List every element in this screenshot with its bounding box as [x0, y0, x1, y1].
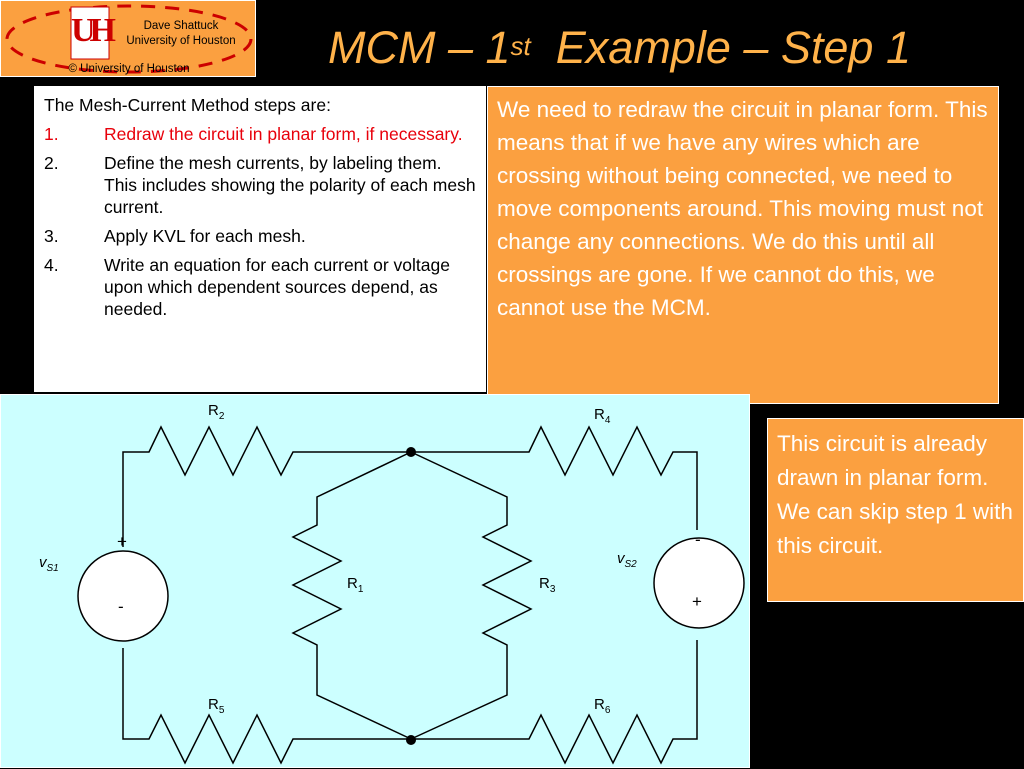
step-number: 4. [44, 255, 59, 275]
uh-logo-icon: UH [71, 12, 110, 49]
step-number: 2. [44, 153, 59, 173]
label-r3: $R_3$ [539, 575, 556, 595]
step-number: 1. [44, 124, 59, 144]
vs1-polarity-bottom: - [118, 597, 124, 616]
step-text: Define the mesh currents, by labeling them. This includes showing the polarity of each mesh current. [104, 153, 476, 217]
step-item [44, 123, 476, 145]
vs1-polarity-top: + [117, 532, 127, 551]
node-bottom [406, 735, 416, 745]
steps-heading: The Mesh-Current Method steps are: [44, 95, 331, 115]
title-main: MCM – 1 [328, 22, 511, 73]
step-text: Write an equation for each current or voltage upon which dependent sources depend, as needed. [104, 255, 450, 319]
steps-box [34, 86, 486, 392]
step-number: 3. [44, 226, 59, 246]
node-top [406, 447, 416, 457]
step-item [44, 152, 476, 218]
step-text: Redraw the circuit in planar form, if necessary. [104, 124, 463, 144]
wire-r3-branch [411, 452, 531, 739]
wire-top [123, 427, 697, 547]
step-item [44, 254, 476, 320]
label-r6: $R_6$ [594, 696, 611, 716]
label-r4: $R_4$ [594, 406, 611, 426]
logo-author: Dave Shattuck [143, 20, 219, 32]
title-rest: Example – Step 1 [555, 22, 911, 73]
wire-r1-branch [293, 452, 411, 739]
step-text: Apply KVL for each mesh. [104, 226, 306, 246]
label-vs1: $v_{S1}$ [39, 554, 59, 574]
voltage-source-vs1 [78, 551, 168, 641]
logo-institution: University of Houston [126, 35, 236, 47]
circuit-svg [1, 395, 751, 769]
planar-note-box: This circuit is already drawn in planar form. We can skip step 1 with this circuit. [767, 418, 1024, 602]
label-r2: $R_2$ [208, 402, 225, 422]
label-vs2: $v_{S2}$ [617, 550, 637, 570]
title-sup: st [510, 31, 531, 61]
logo-box [0, 0, 256, 77]
step-item [44, 225, 476, 247]
vs2-polarity-top: - [695, 530, 701, 549]
explanation-box: We need to redraw the circuit in planar form. This means that if we have any wires which are crossing without being connected, we need to move components around. This moving must not change any connections. We do this until all crossings are gone. If we cannot do this, we cannot use the MCM. [487, 86, 999, 404]
circuit-diagram [0, 394, 750, 768]
voltage-source-vs2 [654, 538, 744, 628]
label-r1: $R_1$ [347, 575, 364, 595]
label-r5: $R_5$ [208, 696, 225, 716]
logo-copyright: © University of Houston [68, 63, 190, 75]
vs2-polarity-bottom: + [692, 592, 702, 611]
slide-title [328, 22, 1018, 74]
